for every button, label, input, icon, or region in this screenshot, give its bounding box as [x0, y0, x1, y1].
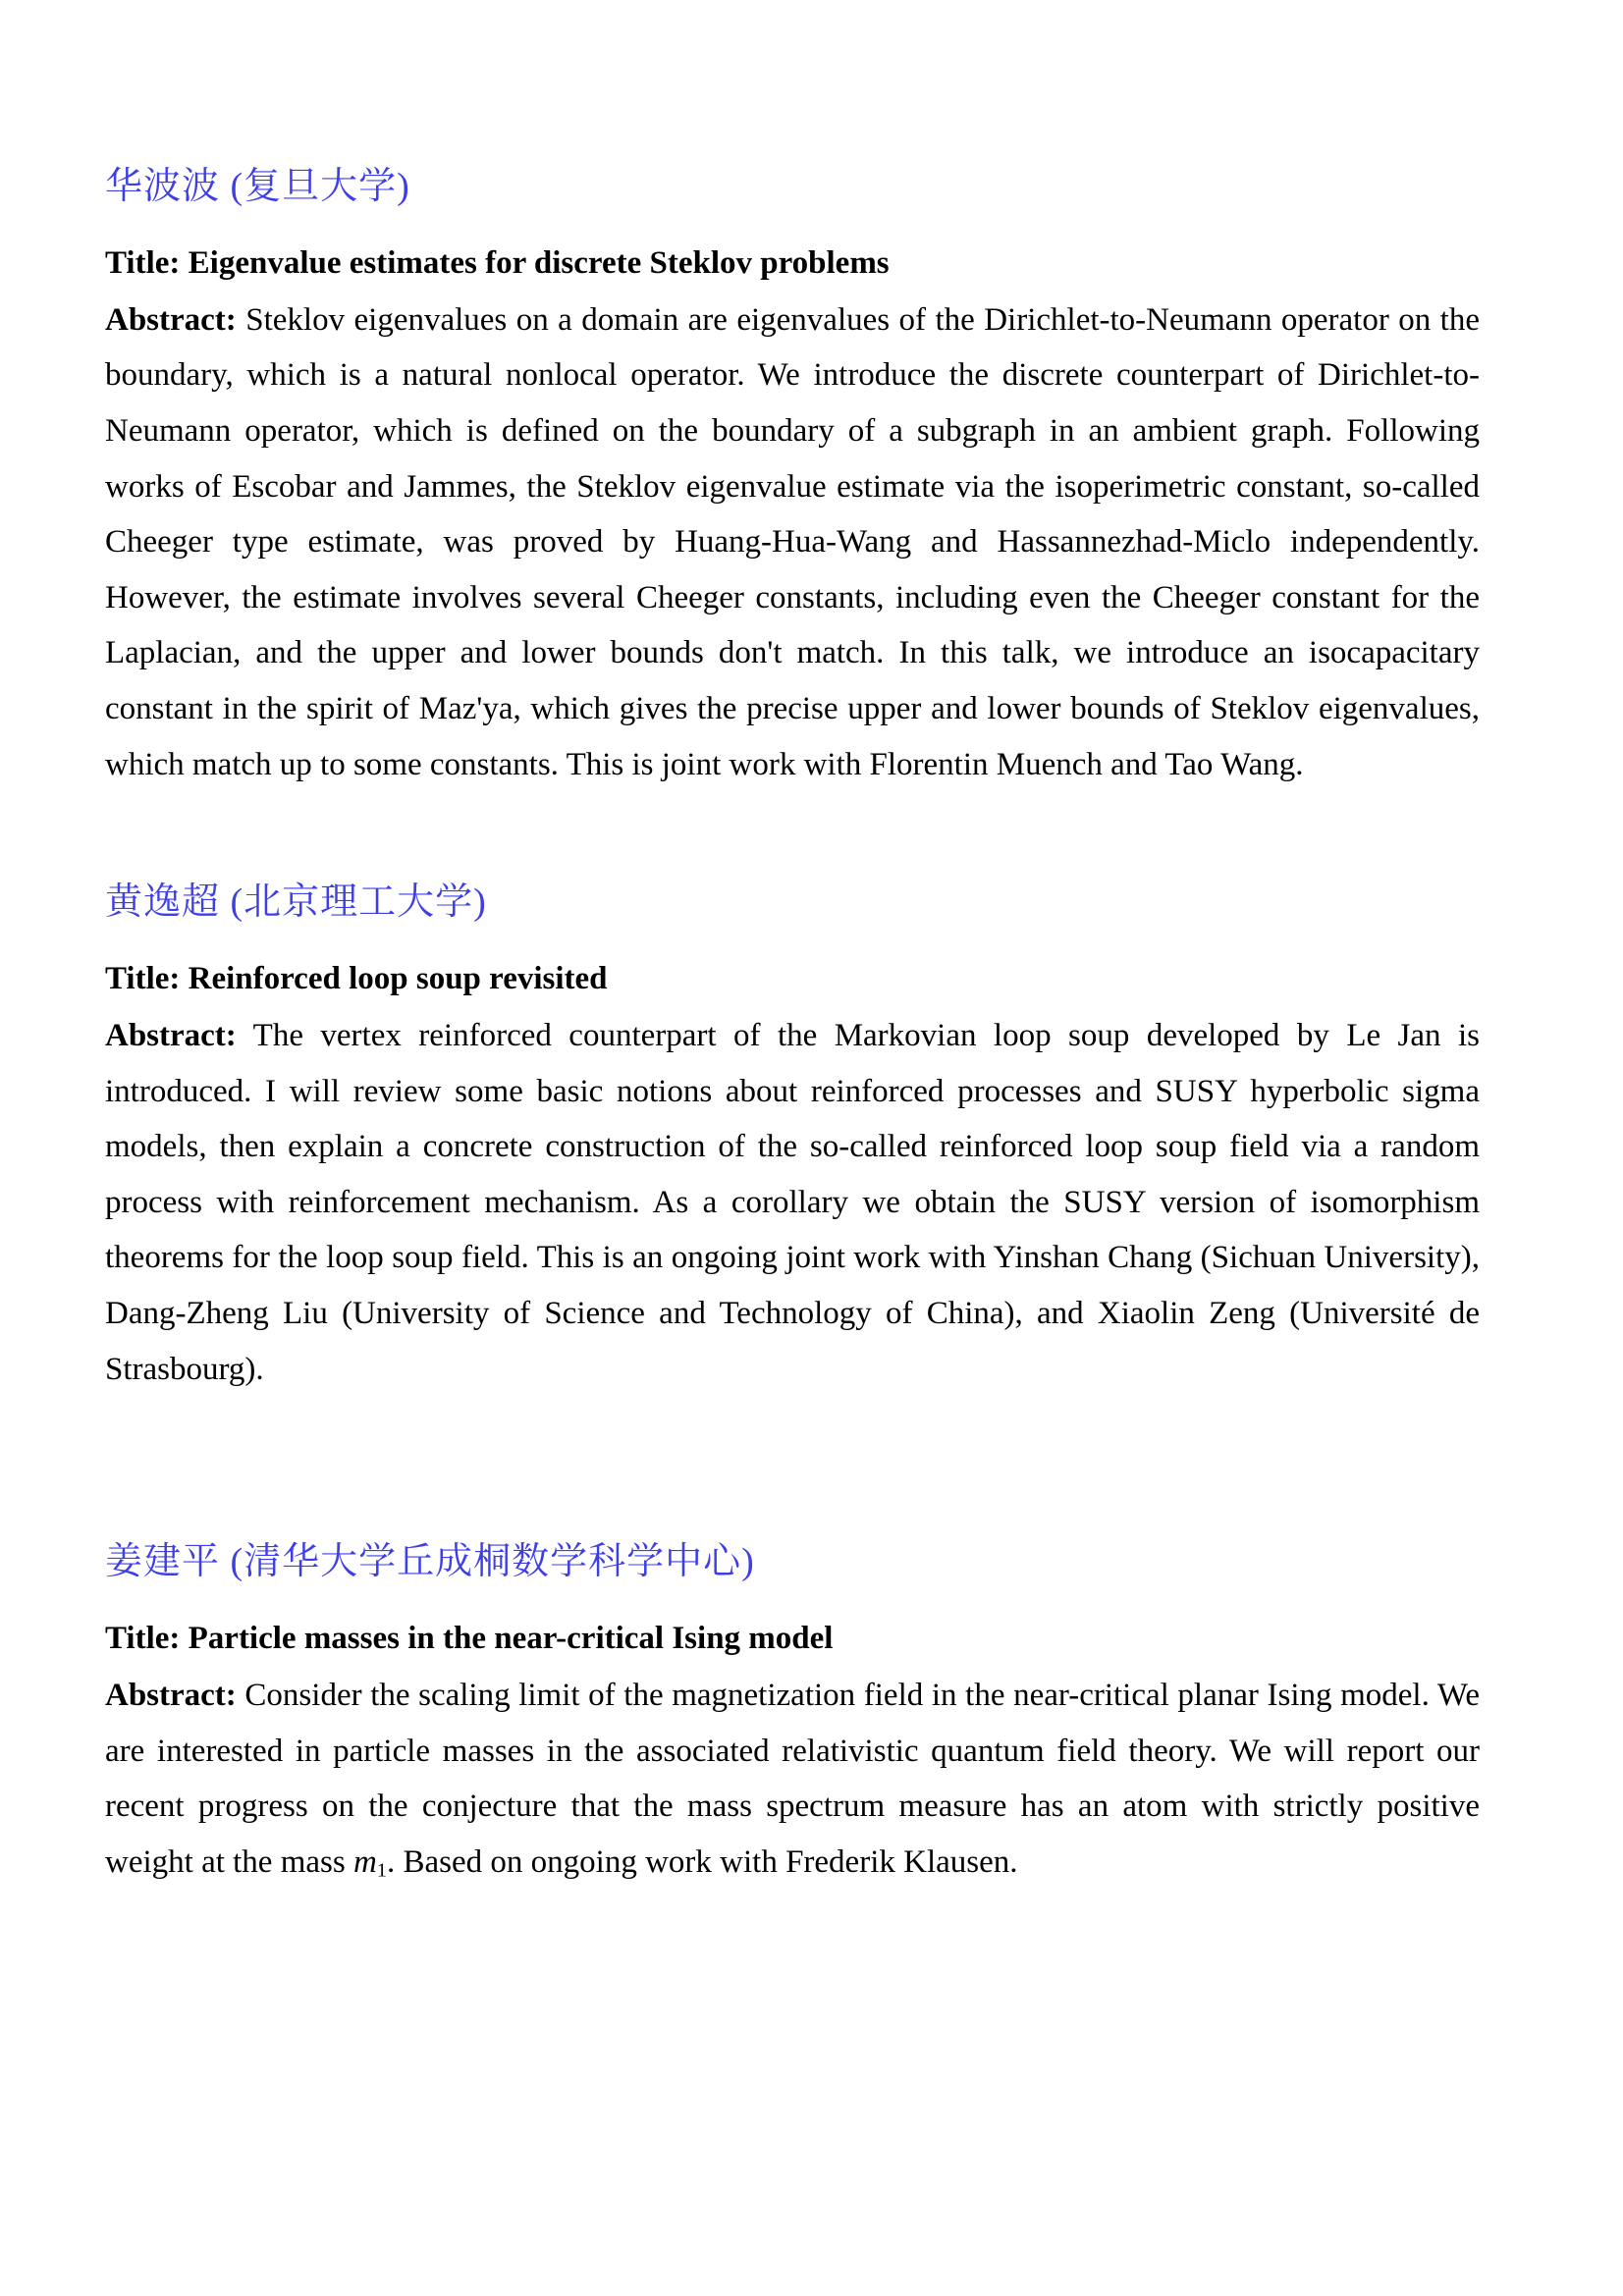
- abstract-text-pre: Consider the scaling limit of the magnetization field in the near-critical planar Ising model. We are interested in particle masses in the associated relativistic quantum field theory. We will report our recent progress on the conjecture that the mass spectrum measure has an atom with strictly positive weight at the mass: [105, 1678, 1481, 1880]
- mass-symbol: m: [352, 1843, 377, 1880]
- title-label: Title:: [105, 1620, 181, 1656]
- abstract-label: Abstract:: [105, 1018, 237, 1054]
- abstract-paragraph: [105, 1008, 1480, 1397]
- title-text: Particle masses in the near-critical Ising model: [188, 1620, 834, 1656]
- title-label: Title:: [105, 960, 181, 996]
- abstract-label: Abstract:: [105, 301, 237, 338]
- abstract-text: Steklov eigenvalues on a domain are eigenvalues of the Dirichlet-to-Neumann operator on the boundary, which is a natural nonlocal operator. We introduce the discrete counterpart of Dirichlet-to-Neumann operator, which is defined on the boundary of a subgraph in an ambient graph. Following works of Escobar and Jammes, the Steklov eigenvalue estimate via the isoperimetric constant, so-called Cheeger type estimate, was proved by Huang-Hua-Wang and Hassannezhad-Miclo independently. However, the estimate involves several Cheeger constants, including even the Cheeger constant for the Laplacian, and the upper and lower bounds don't match. In this talk, we introduce an isocapacitary constant in the spirit of Maz'ya, which gives the precise upper and lower bounds of Steklov eigenvalues, which match up to some constants. This is joint work with Florentin Muench and Tao Wang.: [105, 301, 1481, 782]
- talk-title: [105, 243, 1480, 284]
- abstract-section: [105, 1540, 1480, 1890]
- title-label: Title:: [105, 244, 181, 281]
- abstract-text: The vertex reinforced counterpart of the Markovian loop soup developed by Le Jan is introduced. I will review some basic notions about reinforced processes and SUSY hyperbolic sigma models, then explain a concrete construction of the so-called reinforced loop soup field via a random process with reinforcement mechanism. As a corollary we obtain the SUSY version of isomorphism theorems for the loop soup field. This is an ongoing joint work with Yinshan Chang (Sichuan University), Dang-Zheng Liu (University of Science and Technology of China), and Xiaolin Zeng (Université de Strasbourg).: [105, 1018, 1481, 1387]
- title-text: Reinforced loop soup revisited: [188, 960, 608, 996]
- talk-title: [105, 1619, 1480, 1659]
- talk-title: [105, 959, 1480, 999]
- abstract-label: Abstract:: [105, 1678, 237, 1714]
- speaker-name-heading: 华波波 (复旦大学): [105, 166, 410, 207]
- title-text: Eigenvalue estimates for discrete Steklov problems: [188, 244, 890, 281]
- abstract-text-post: . Based on ongoing work with Frederik Klausen.: [387, 1843, 1018, 1880]
- speaker-name-heading: 姜建平 (清华大学丘成桐数学科学中心): [105, 1541, 755, 1583]
- mass-subscript: 1: [376, 1859, 388, 1882]
- abstract-section: [105, 165, 1480, 792]
- abstract-paragraph: [105, 1668, 1480, 1890]
- abstract-paragraph: [105, 293, 1480, 792]
- speaker-name-heading: 黄逸超 (北京理工大学): [105, 881, 487, 924]
- abstract-section: [105, 881, 1480, 1397]
